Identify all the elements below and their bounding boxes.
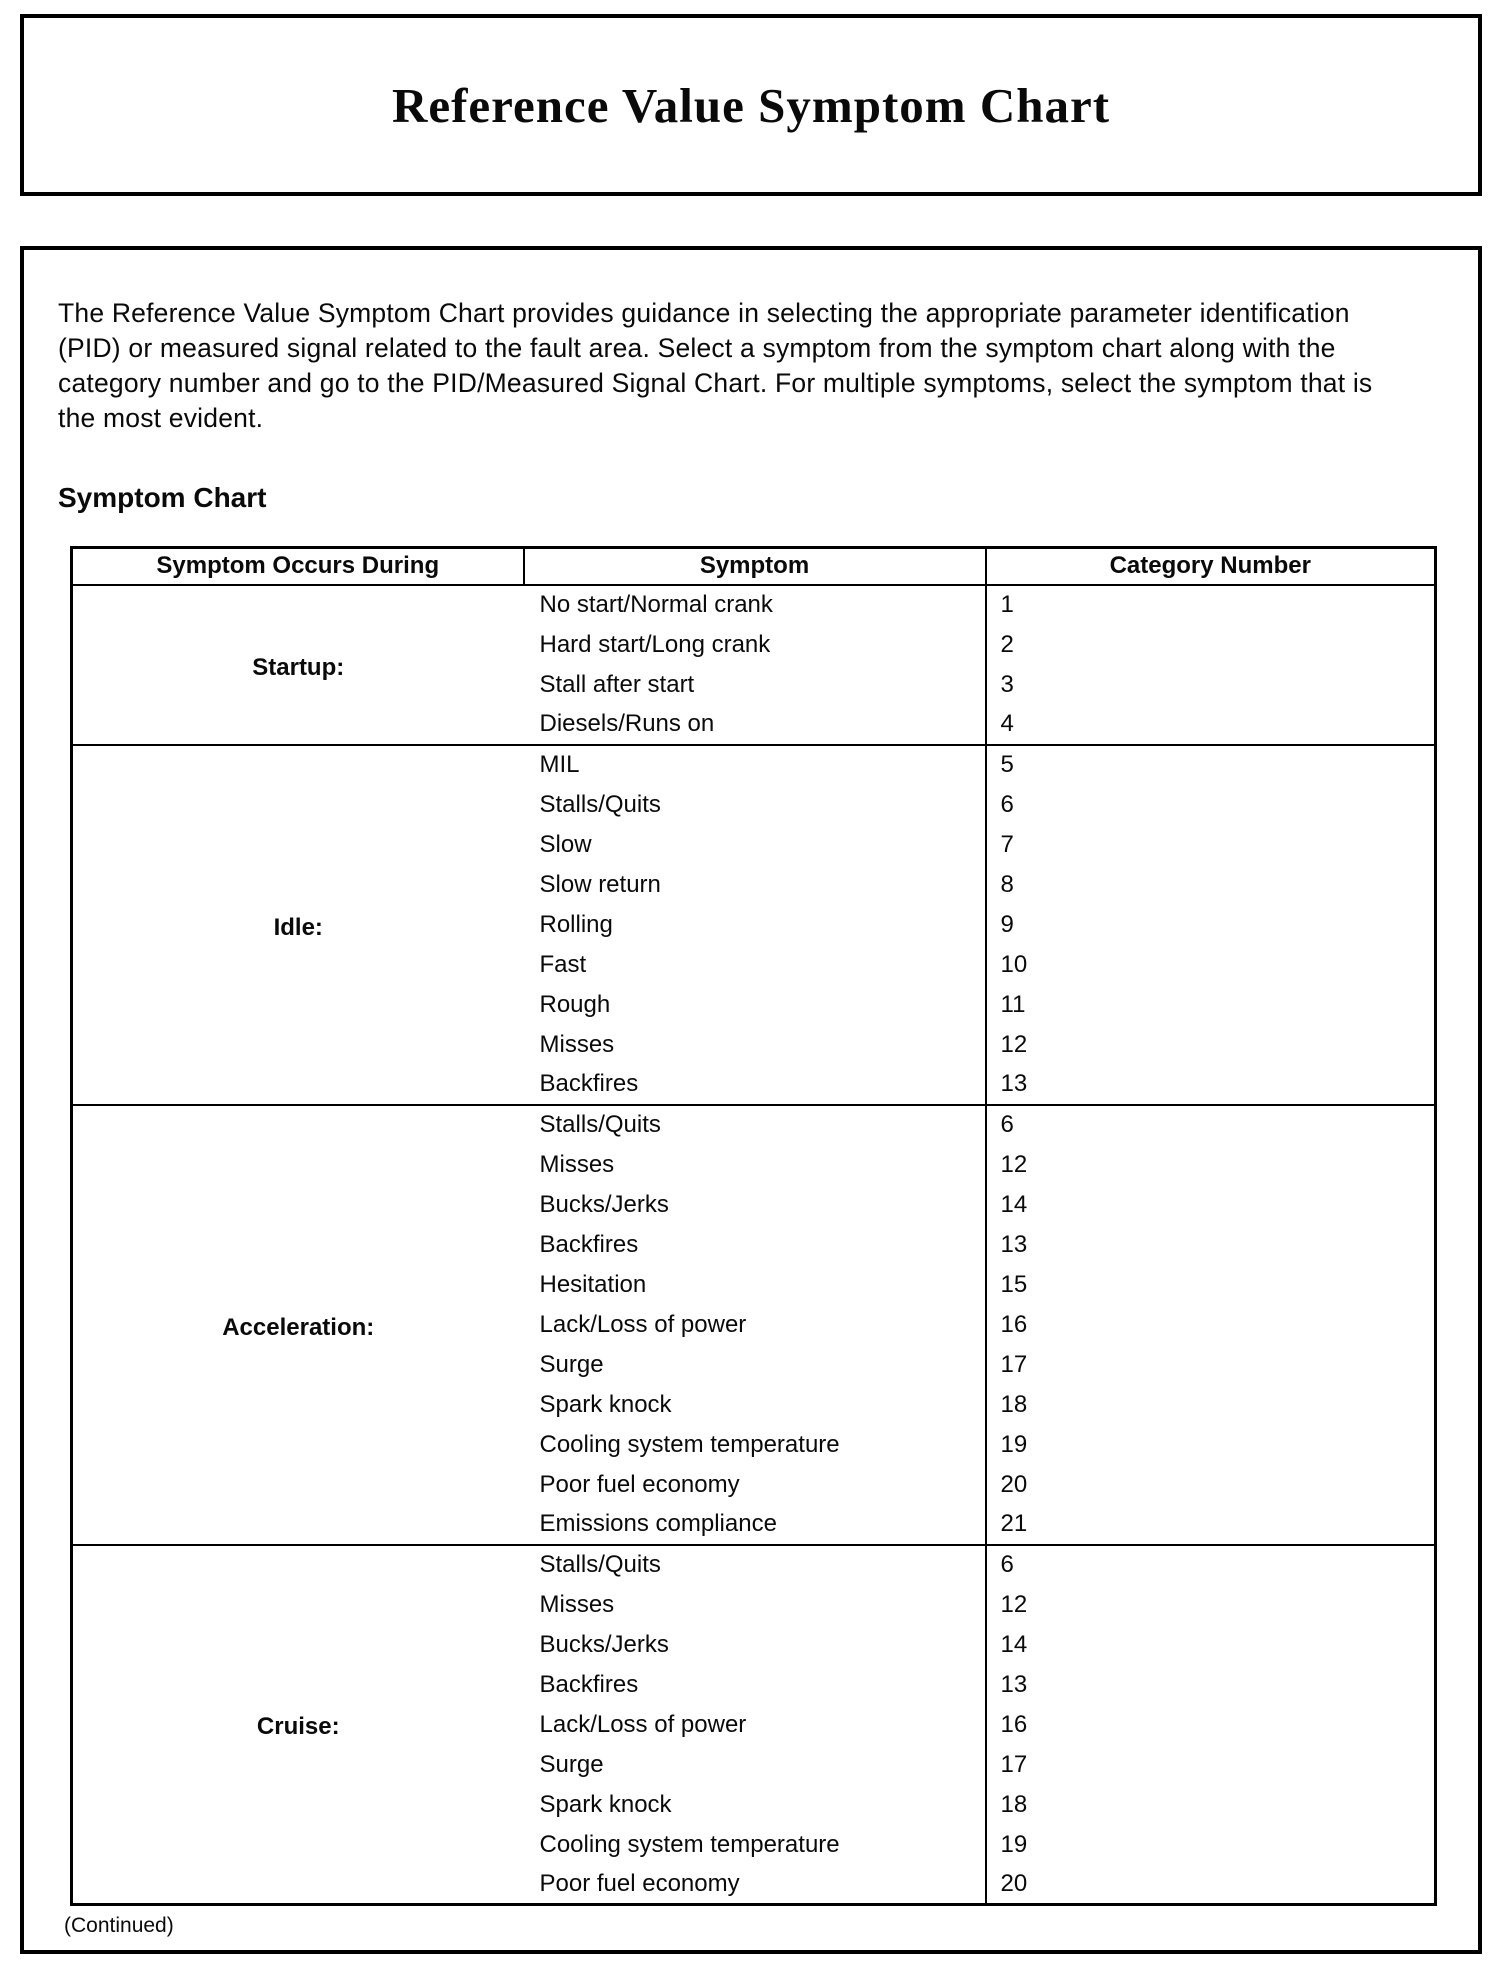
category-number-cell: 6: [986, 785, 1436, 825]
table-row: [72, 1545, 1436, 1585]
symptom-cell: Stalls/Quits: [524, 1545, 986, 1585]
category-number-cell: 2: [986, 625, 1436, 665]
category-number-cell: 13: [986, 1665, 1436, 1705]
table-header-row: [72, 548, 1436, 585]
symptom-chart-table: [70, 546, 1437, 1906]
table-row: [72, 745, 1436, 785]
group-label: Cruise:: [72, 1545, 524, 1905]
symptom-cell: Hard start/Long crank: [539, 630, 771, 658]
category-number-cell: 4: [986, 705, 1436, 745]
symptom-cell: Poor fuel economy: [539, 1470, 740, 1498]
category-number-cell: 6: [986, 1545, 1436, 1585]
col-header-category-number: Category Number: [986, 548, 1436, 585]
category-number-cell: 18: [986, 1785, 1436, 1825]
col-header-symptom: Symptom: [524, 548, 986, 585]
symptom-cell: Lack/Loss of power: [539, 1310, 747, 1338]
category-number-cell: 13: [986, 1225, 1436, 1265]
category-number-cell: 5: [986, 745, 1436, 785]
symptom-cell: Misses: [539, 1150, 615, 1178]
symptom-cell: Surge: [539, 1750, 604, 1778]
category-number-cell: 16: [986, 1305, 1436, 1345]
symptom-cell: Slow: [539, 830, 592, 858]
category-number-cell: 9: [986, 905, 1436, 945]
symptom-cell: Backfires: [539, 1070, 639, 1097]
symptom-cell: Lack/Loss of power: [539, 1710, 747, 1738]
category-number-cell: 14: [986, 1625, 1436, 1665]
category-number-cell: 20: [986, 1465, 1436, 1505]
symptom-cell: Emissions compliance: [539, 1510, 777, 1537]
group-label: Startup:: [72, 585, 524, 745]
symptom-cell: Diesels/Runs on: [539, 710, 715, 737]
section-heading: Symptom Chart: [58, 482, 267, 513]
category-number-cell: 11: [986, 985, 1436, 1025]
category-number-cell: 13: [986, 1065, 1436, 1105]
category-number-cell: 10: [986, 945, 1436, 985]
symptom-cell: MIL: [524, 745, 986, 785]
symptom-cell: Rough: [539, 990, 611, 1018]
col-header-occurs-during: Symptom Occurs During: [72, 548, 524, 585]
symptom-cell: Bucks/Jerks: [539, 1630, 669, 1658]
symptom-cell: Backfires: [539, 1230, 639, 1258]
symptom-cell: Stalls/Quits: [539, 790, 661, 818]
category-number-cell: 12: [986, 1145, 1436, 1185]
symptom-cell: Backfires: [539, 1670, 639, 1698]
category-number-cell: 19: [986, 1825, 1436, 1865]
symptom-cell: Cooling system temperature: [539, 1830, 840, 1858]
symptom-cell: Surge: [539, 1350, 604, 1378]
symptom-cell: Hesitation: [539, 1270, 647, 1298]
intro-paragraph: The Reference Value Symptom Chart provides guidance in selecting the appropriate parameter identification (PID) or measured signal related to the fault area. Select a symptom from the symptom chart along with the category number and go to the PID/Measured Signal Chart. For multiple symptoms, select the symptom that is the most evident.: [58, 298, 1373, 433]
category-number-cell: 21: [986, 1505, 1436, 1545]
symptom-cell: Bucks/Jerks: [539, 1190, 669, 1218]
category-number-cell: 12: [986, 1025, 1436, 1065]
symptom-cell: Rolling: [539, 910, 613, 938]
category-number-cell: 12: [986, 1585, 1436, 1625]
category-number-cell: 1: [986, 585, 1436, 625]
category-number-cell: 8: [986, 865, 1436, 905]
category-number-cell: 17: [986, 1745, 1436, 1785]
symptom-cell: Poor fuel economy: [539, 1869, 740, 1897]
symptom-cell: Misses: [539, 1030, 615, 1058]
category-number-cell: 15: [986, 1265, 1436, 1305]
symptom-cell: Stalls/Quits: [524, 1105, 986, 1145]
page-title: Reference Value Symptom Chart: [391, 77, 1111, 133]
category-number-cell: 19: [986, 1425, 1436, 1465]
category-number-cell: 17: [986, 1345, 1436, 1385]
group-label: Acceleration:: [72, 1105, 524, 1545]
table-body: [72, 585, 1436, 1905]
title-box: [20, 14, 1482, 196]
category-number-cell: 18: [986, 1385, 1436, 1425]
continued-note: (Continued): [64, 1914, 174, 1937]
category-number-cell: 7: [986, 825, 1436, 865]
table-row: [72, 585, 1436, 625]
symptom-cell: Misses: [539, 1590, 615, 1618]
symptom-cell: Spark knock: [539, 1390, 672, 1418]
category-number-cell: 6: [986, 1105, 1436, 1145]
content-box: [20, 246, 1482, 1954]
symptom-cell: No start/Normal crank: [524, 585, 986, 625]
symptom-cell: Cooling system temperature: [539, 1430, 840, 1458]
category-number-cell: 20: [986, 1865, 1436, 1905]
table-row: [72, 1105, 1436, 1145]
category-number-cell: 3: [986, 665, 1436, 705]
group-label: Idle:: [72, 745, 524, 1105]
symptom-cell: Stall after start: [539, 670, 695, 698]
symptom-cell: Fast: [539, 950, 587, 978]
category-number-cell: 14: [986, 1185, 1436, 1225]
category-number-cell: 16: [986, 1705, 1436, 1745]
symptom-cell: Slow return: [539, 870, 661, 898]
symptom-cell: Spark knock: [539, 1790, 672, 1818]
